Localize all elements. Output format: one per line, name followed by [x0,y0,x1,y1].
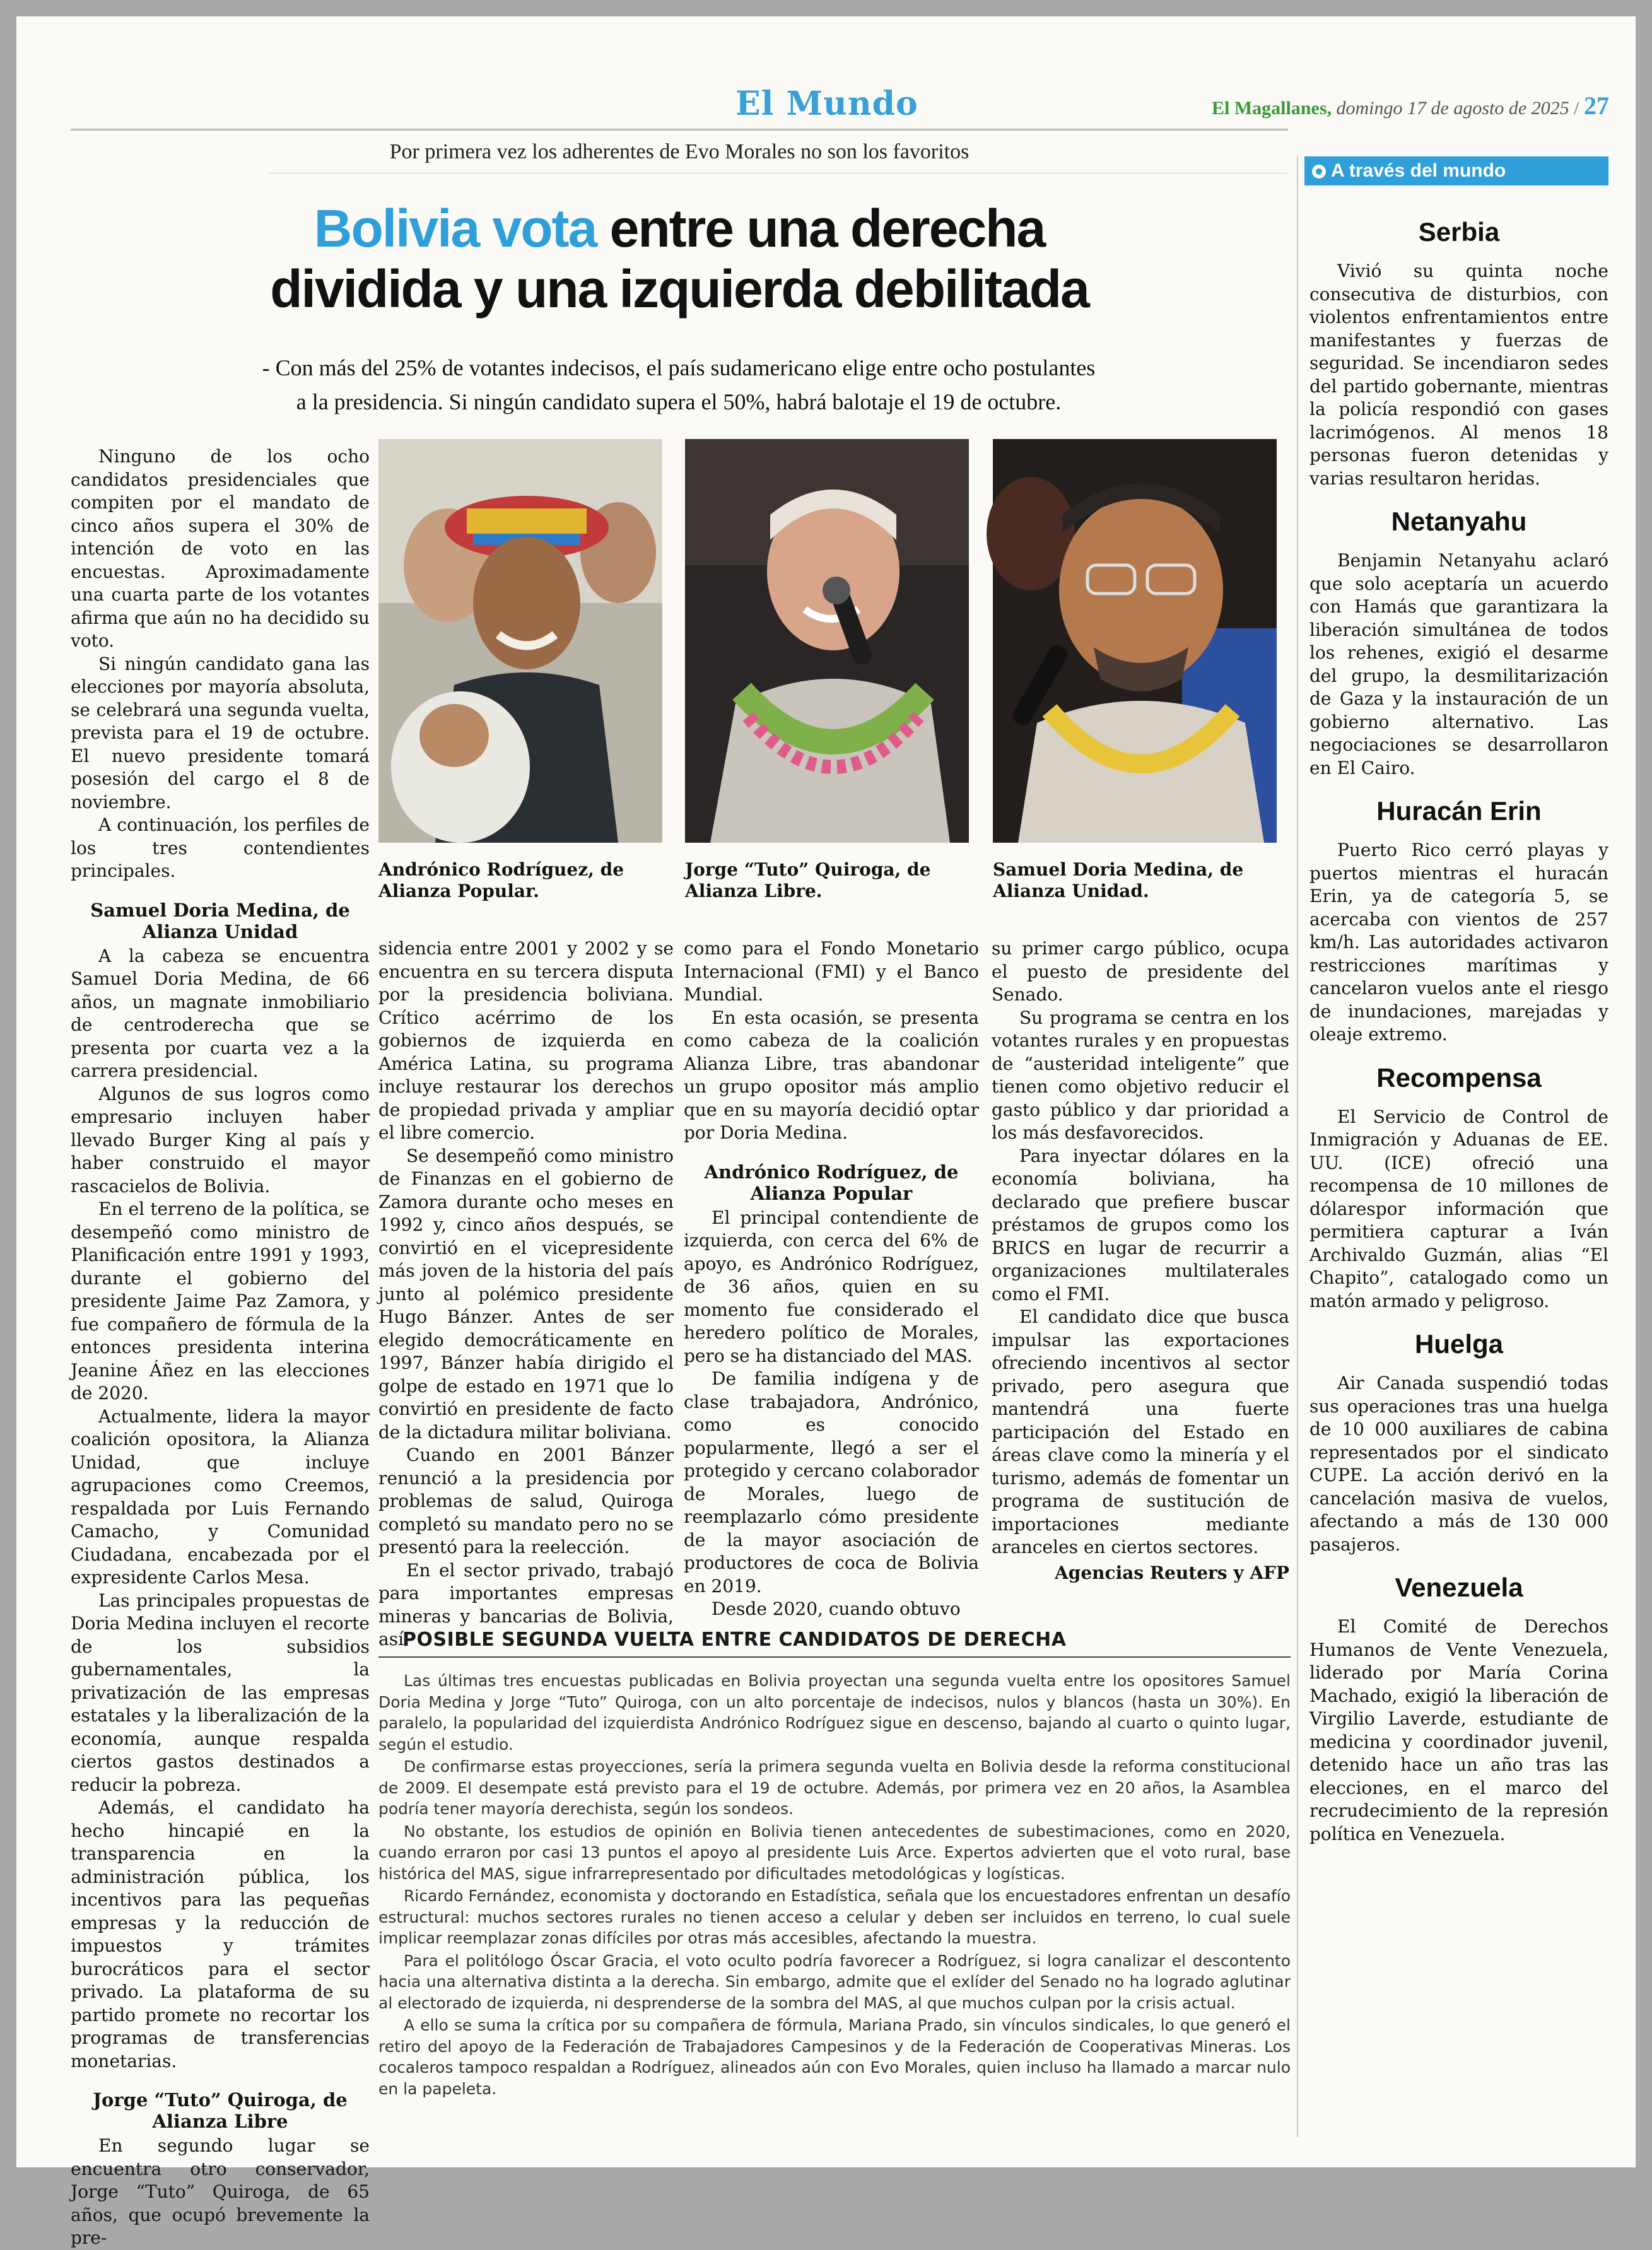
article-column-3 [684,937,979,1621]
paragraph: A la cabeza se encuentra Samuel Doria Medina, de 66 años, un magnate inmobiliario de centroderecha que se presenta por cuarta vez a la carrera presidencial. [71,945,370,1081]
paragraph: su primer cargo público, ocupa el puesto de presidente del Senado. [992,938,1289,1005]
box-paragraph: Las últimas tres encuestas publicadas en Bolivia proyectan una segunda vuelta entre los opositores Samuel Doria Medina y Jorge “Tuto” Quiroga, con un alto porcentaje de indecisos, nulos y blancos (hasta un 30%). En paralelo, la popularidad del izquierdista Andrónico Rodríguez sigue en descenso, bajando al cuarto o quinto lugar, según el estudio. [378,1672,1291,1754]
sidebar-item-title: Recompensa [1376,1062,1542,1093]
section-name: El Mundo [735,85,918,123]
caption-photo-2: Jorge “Tuto” Quiroga, de Alianza Libre. [685,859,931,901]
sidebar-item-title: Huelga [1414,1329,1504,1359]
paragraph: El principal contendiente de izquierda, con cerca del 6% de apoyo, es Andrónico Rodríguez, de 36 años, quien en su momento fue considerado el heredero político de Morales, pero se ha distanciado del MAS. [684,1207,979,1366]
signature: Agencias Reuters y AFP [1055,1562,1289,1583]
paragraph: En el terreno de la política, se desempeñó como ministro de Planificación entre 1991 y 1993, durante el gobierno del presidente Jaime Paz Zamora, y fue compañero de fórmula de la entonces presidenta interina Jeanine Áñez en las elecciones de 2020. [71,1198,370,1403]
box-paragraph: De confirmarse estas proyecciones, sería la primera segunda vuelta en Bolivia desde la reforma constitucional de 2009. El desempate está previsto para el 19 de octubre. Además, por primera vez en 20 años, la Asamblea podría tener mayoría derechista, según los sondeos. [378,1757,1291,1818]
box-title: POSIBLE SEGUNDA VUELTA ENTRE CANDIDATOS DE DERECHA [402,1629,1067,1651]
headline-highlight: Bolivia vota [313,199,597,258]
paragraph: Actualmente, lidera la mayor coalición opositora, la Alianza Unidad, que incluye agrupaciones como Creemos, respaldada por Luis Fernando Camacho, y Comunidad Ciudadana, encabezada por el expresidente Carlos Mesa. [71,1405,370,1588]
sidebar-item-text: Air Canada suspendió todas sus operaciones tras una huelga de 10 000 auxiliares de cabina representados por el sindicato CUPE. La acción derivó en la cancelación masiva de vuelos, afectando a más de 130 000 pasajeros. [1309,1373,1608,1555]
caption-photo-3: Samuel Doria Medina, de Alianza Unidad. [993,859,1244,901]
photo-jorge-quiroga [685,439,969,843]
sidebar-item-text: Benjamin Netanyahu aclaró que solo aceptaría un acuerdo con Hamás que garantizara la liberación simultánea de todos los rehenes, exigió el desarme del grupo, la desmilitarización de Gaza y la instauración de un gobierno alternativo. Las negociaciones se desarrollaron en El Cairo. [1309,550,1608,778]
subhead-doria-medina: Samuel Doria Medina, de Alianza Unidad [90,899,350,942]
paragraph: Para inyectar dólares en la economía boliviana, ha declarado que prefiere buscar préstamos de grupos como los BRICS en lugar de recurrir a organizaciones multilaterales como el FMI. [992,1145,1289,1304]
box-paragraph: A ello se suma la crítica por su compañera de fórmula, Mariana Prado, sin vínculos sindicales, lo que generó el retiro del apoyo de la Federación de Trabajadores Campesinos y de la Federación de Cooperativas Mineras. Los cocaleros tampoco respaldan a Rodríguez, alineados aún con Evo Morales, quien incluso ha llamado a marcar nulo en la papeleta. [378,2016,1291,2098]
publication-date: domingo 17 de agosto de 2025 [1336,98,1569,119]
sidebar-item-title: Venezuela [1395,1573,1523,1602]
photo-samuel-doria-medina [993,439,1277,843]
subhead-quiroga: Jorge “Tuto” Quiroga, de Alianza Libre [93,2089,348,2132]
newspaper-page [16,16,1636,2248]
paragraph: A continuación, los perfiles de los tres contendientes principales. [71,814,370,881]
paragraph: Las principales propuestas de Doria Medina incluyen el recorte de los subsidios gubernamentales, la privatización de las empresas estatales y la liberalización de la economía, aunque respalda ciertos gastos destinados a reducir la pobreza. [71,1590,370,1795]
paragraph: En esta ocasión, se presenta como cabeza de la coalición Alianza Libre, tras abandonar un grupo opositor más amplio que en su mayoría decidió optar por Doria Medina. [684,1007,979,1143]
box-paragraph: No obstante, los estudios de opinión en Bolivia tienen antecedentes de subestimaciones, como en 2020, cuando erraron por casi 13 puntos el apoyo al presidente Luis Arce. Expertos advierten que el voto rural, base histórica del MAS, sigue infrarrepresentado por dificultades metodológicas y logísticas. [378,1822,1291,1883]
sidebar [1309,206,1608,1861]
paragraph: Ninguno de los ocho candidatos presidenciales que compiten por el mandato de cinco años supera el 30% de intención de voto en las encuestas. Aproximadamente una cuarta parte de los votantes afirma que aún no ha decidido su voto. [71,446,370,651]
deck-line-2: a la presidencia. Si ningún candidato supera el 50%, habrá balotaje el 19 de octubre. [296,389,1062,414]
headline [71,198,1288,319]
paragraph: Algunos de sus logros como empresario incluyen haber llevado Burger King al país y haber construido el mayor rascacielos de Bolivia. [71,1083,370,1197]
sidebar-item-text: Puerto Rico cerró playas y puertos mientras el huracán Erin, ya de categoría 5, se acercaba con vientos de 257 km/h. Las autoridades activaron restricciones marítimas y cancelaron vuelos ante el riesgo de inundaciones, marejadas y oleaje extremo. [1309,840,1608,1045]
headline-part-2: dividida y una izquierda debilitada [270,259,1089,319]
article-column-4 [992,937,1289,1585]
paragraph: El candidato dice que busca impulsar las exportaciones ofreciendo incentivos al sector privado, pero asegura que mantendrá una fuerte participación del Estado en áreas clave como la minería y el turismo, además de fomentar un programa de sustitución de importaciones mediante aranceles en ciertos sectores. [992,1306,1289,1557]
globe-icon [1312,165,1326,179]
publication-name: El Magallanes, [1212,98,1332,119]
publication-line [1212,91,1609,120]
sidebar-item-text: Vivió su quinta noche consecutiva de disturbios, con violentos enfrentamientos entre manifestantes y fuerzas de seguridad. Se incendiaron sedes del partido gobernante, mientras la policía respondió con gases lacrimógenos. Al menos 18 personas fueron detenidas y varias resultaron heridas. [1309,261,1608,489]
paragraph: Además, el candidato ha hecho hincapié en la transparencia en la administración pública, los incentivos para las pequeñas empresas y la reducción de impuestos y trámites burocráticos para el sector privado. La plataforma de su partido promete no recortar los programas de transferencias monetarias. [71,1797,370,2071]
sidebar-item-title: Huracán Erin [1376,796,1542,826]
paragraph: Cuando en 2001 Bánzer renunció a la presidencia por problemas de salud, Quiroga completó su mandato pero no se presentó para la reelección. [378,1444,674,1557]
header-rule [71,129,1288,131]
sidebar-item-text: El Comité de Derechos Humanos de Vente Venezuela, liderado por María Corina Machado, exigió la liberación de Virgilio Laverde, estudiante de medicina y coordinador juvenil, detenido hace un año tras las elecciones, en el marco del recrudecimiento de la represión política en Venezuela. [1309,1616,1608,1844]
paragraph: Si ningún candidato gana las elecciones por mayoría absoluta, se celebrará una segunda vuelta, prevista para el 19 de octubre. El nuevo presidente tomará posesión del cargo el 8 de noviembre. [71,653,370,812]
deck-line-1: - Con más del 25% de votantes indecisos, el país sudamericano elige entre ocho postulantes [262,355,1096,380]
article-column-1 [71,445,370,2250]
box-body [378,1670,1291,2101]
sidebar-item-title: Netanyahu [1391,507,1527,536]
kicker: Por primera vez los adherentes de Evo Morales no son los favoritos [389,140,970,163]
headline-part-1: entre una derecha [609,199,1045,258]
sidebar-header-label: A través del mundo [1331,160,1506,181]
paragraph: De familia indígena y de clase trabajadora, Andrónico, como es conocido popularmente, llegó a ser el protegido y cercano colaborador de Morales, luego de reemplazarlo cómo presidente de la mayor asociación de productores de coca de Bolivia en 2019. [684,1368,979,1597]
paragraph: En el sector privado, trabajó para importantes empresas mineras y bancarias de Bolivia, así [378,1559,674,1649]
box-paragraph: Para el politólogo Óscar Gracia, el voto oculto podría favorecer a Rodríguez, si logra canalizar el descontento hacia una alternativa distinta a la derecha. Sin embargo, admite que el exlíder del Senado no ha logrado aglutinar al electorado de izquierda, ni desprenderse de la sombra del MAS, al que muchos culpan por la crisis actual. [378,1951,1291,2012]
box-rule [378,1656,1291,1658]
paragraph: sidencia entre 2001 y 2002 y se encuentra en su tercera disputa por la presidencia boliviana. Crítico acérrimo de los gobiernos de izquierda en América Latina, su programa incluye restaurar los derechos de propiedad privada y ampliar el libre comercio. [378,938,674,1143]
paragraph: Su programa se centra en los votantes rurales y en propuestas de “austeridad inteligente” que tienen como objetivo reducir el gasto público y dar prioridad a los más desfavorecidos. [992,1007,1289,1143]
paragraph: Se desempeñó como ministro de Finanzas en el gobierno de Zamora durante ocho meses en 1992 y, cinco años después, se convirtió en el vicepresidente más joven de la historia del país junto al polémico presidente Hugo Bánzer. Antes de ser elegido democráticamente en 1997, Bánzer había dirigido el golpe de estado en 1971 que lo convirtió en presidente de facto de la dictadura militar boliviana. [378,1145,674,1443]
sidebar-item-text: El Servicio de Control de Inmigración y Aduanas de EE. UU. (ICE) ofreció una recompensa de 10 millones de dólarespor información que permitiera capturar a Iván Archivaldo Guzmán, alias “El Chapito”, catalogado como un matón armado y peligroso. [1309,1106,1608,1311]
caption-photo-1: Andrónico Rodríguez, de Alianza Popular. [378,859,624,901]
paragraph: En segundo lugar se encuentra otro conservador, Jorge “Tuto” Quiroga, de 65 años, que ocupó brevemente la pre- [71,2135,370,2248]
paragraph: como para el Fondo Monetario Internacional (FMI) y el Banco Mundial. [684,938,979,1005]
box-paragraph: Ricardo Fernández, economista y doctorando en Estadística, señala que los encuestadores enfrentan un desafío estructural: muchos sectores rurales no tienen acceso a celular y deben ser incluidos en terreno, lo cual suele implicar reemplazar zonas difíciles por otras más accesibles, afectando la muestra. [378,1887,1291,1947]
sidebar-item-title: Serbia [1418,217,1500,247]
subhead-andronico: Andrónico Rodríguez, de Alianza Popular [704,1161,959,1204]
page-number: 27 [1584,91,1609,120]
separator: / [1574,98,1579,119]
article-column-2 [378,937,674,1651]
sidebar-divider [1297,156,1298,2137]
deck [130,351,1227,419]
sidebar-header [1304,156,1608,185]
paragraph: Desde 2020, cuando obtuvo [712,1598,961,1619]
photo-andronico-rodriguez [378,439,662,843]
